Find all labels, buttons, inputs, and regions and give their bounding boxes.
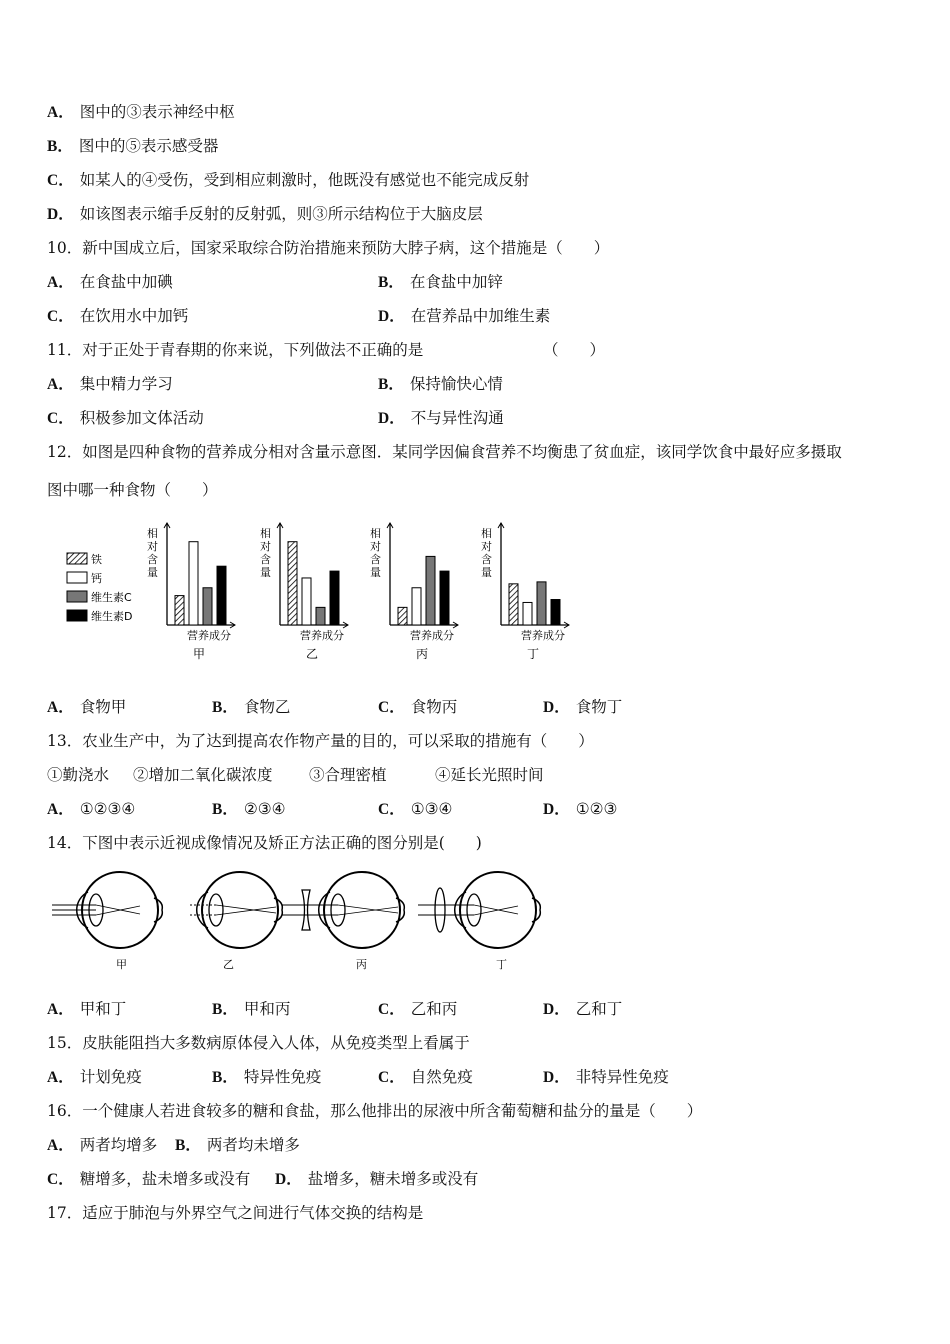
q13-stem: 13．农业生产中，为了达到提高农作物产量的目的，可以采取的措施有（ ） <box>47 732 594 750</box>
legend-label-1: 钙 <box>91 572 102 585</box>
q15-option-d: D． 非特异性免疫 <box>543 1068 669 1086</box>
chart-0-name: 甲 <box>193 647 206 661</box>
q14-option-c: C． 乙和丙 <box>378 1000 458 1018</box>
chart-0-bar-2 <box>203 588 212 625</box>
q11-option-a: A． 集中精力学习 <box>47 375 173 393</box>
q10-option-b: B． 在食盐中加锌 <box>378 273 503 291</box>
chart-1-name: 乙 <box>306 647 319 661</box>
legend-swatch-3 <box>67 610 87 621</box>
chart-0-bar-0 <box>175 596 184 625</box>
eye-figure-ding <box>418 872 540 948</box>
q11-answer-paren: （ ） <box>543 341 606 359</box>
eye-label-jia: 甲 <box>116 958 127 971</box>
legend-label-3: 维生素D <box>91 610 133 623</box>
q13-option-b: B． ②③④ <box>212 800 286 818</box>
chart-0-xlabel: 营养成分 <box>187 629 231 642</box>
q13-option-c: C． ①③④ <box>378 800 453 818</box>
q13-measure-4: ④延长光照时间 <box>435 766 544 784</box>
q14-option-b: B． 甲和丙 <box>212 1000 291 1018</box>
eye-label-bing: 丙 <box>356 958 367 971</box>
q12-stem-line2: 图中哪一种食物（ ） <box>47 481 218 499</box>
q12-option-a: A． 食物甲 <box>47 698 127 716</box>
eye-diagrams <box>50 862 570 974</box>
chart-legend <box>67 552 132 623</box>
q13-option-a: A． ①②③④ <box>47 800 136 818</box>
chart-1-bar-0 <box>288 542 297 625</box>
legend-label-0: 铁 <box>91 553 102 566</box>
q9-option-b: B． 图中的⑤表示感受器 <box>47 137 219 155</box>
q12-option-c: C． 食物丙 <box>378 698 458 716</box>
q16-option-a: A． 两者均增多 <box>47 1136 158 1154</box>
q12-option-d: D． 食物丁 <box>543 698 623 716</box>
q10-option-a: A． 在食盐中加碘 <box>47 273 173 291</box>
chart-2-xlabel: 营养成分 <box>410 629 454 642</box>
q15-stem: 15．皮肤能阻挡大多数病原体侵入人体，从免疫类型上看属于 <box>47 1034 470 1052</box>
chart-1-bar-1 <box>302 578 311 625</box>
q9-option-a: A． 图中的③表示神经中枢 <box>47 103 235 121</box>
eye-label-ding: 丁 <box>496 958 507 971</box>
chart-2-bar-3 <box>440 571 449 625</box>
chart-3-bar-3 <box>551 600 560 625</box>
chart-3-bar-0 <box>509 584 518 625</box>
nutrition-bar-charts <box>55 515 595 665</box>
chart-3-bar-2 <box>537 582 546 625</box>
q12-stem-line1: 12．如图是四种食物的营养成分相对含量示意图．某同学因偏食营养不均衡患了贫血症，该同学饮食中最好应多摄取 <box>47 443 842 461</box>
q9-option-d: D． 如该图表示缩手反射的反射弧，则③所示结构位于大脑皮层 <box>47 205 483 223</box>
eye-figure-yi <box>190 872 282 948</box>
q11-option-d: D． 不与异性沟通 <box>378 409 504 427</box>
chart-3-name: 丁 <box>527 647 540 661</box>
eye-figure-bing <box>282 872 404 948</box>
q14-option-d: D． 乙和丁 <box>543 1000 623 1018</box>
q14-stem: 14．下图中表示近视成像情况及矫正方法正确的图分别是( ) <box>47 834 482 852</box>
chart-1-ylabel: 相对含量 <box>260 527 271 579</box>
legend-label-2: 维生素C <box>91 591 132 604</box>
q16-option-b: B． 两者均未增多 <box>175 1136 300 1154</box>
q10-option-c: C． 在饮用水中加钙 <box>47 307 189 325</box>
legend-swatch-1 <box>67 572 87 583</box>
chart-2-bar-0 <box>398 607 407 625</box>
q15-option-c: C． 自然免疫 <box>378 1068 473 1086</box>
chart-0-ylabel: 相对含量 <box>147 527 158 579</box>
q13-measure-1: ①勤浇水 <box>47 766 110 784</box>
chart-2-bar-2 <box>426 556 435 625</box>
q13-measure-3: ③合理密植 <box>309 766 387 784</box>
chart-1-bar-3 <box>330 571 339 625</box>
chart-3-bar-1 <box>523 602 532 625</box>
q13-option-d: D． ①②③ <box>543 800 618 818</box>
eye-label-yi: 乙 <box>223 958 234 971</box>
q16-option-d: D． 盐增多，糖未增多或没有 <box>275 1170 479 1188</box>
chart-0-bar-3 <box>217 566 226 625</box>
chart-3-xlabel: 营养成分 <box>521 629 565 642</box>
q11-stem: 11．对于正处于青春期的你来说，下列做法不正确的是 <box>47 341 424 359</box>
q14-option-a: A． 甲和丁 <box>47 1000 127 1018</box>
legend-swatch-2 <box>67 591 87 602</box>
q11-option-b: B． 保持愉快心情 <box>378 375 503 393</box>
q15-option-a: A． 计划免疫 <box>47 1068 142 1086</box>
chart-0-bar-1 <box>189 542 198 625</box>
chart-2-bar-1 <box>412 588 421 625</box>
q10-stem: 10．新中国成立后，国家采取综合防治措施来预防大脖子病，这个措施是（ ） <box>47 239 610 257</box>
q15-option-b: B． 特异性免疫 <box>212 1068 322 1086</box>
q16-option-c: C． 糖增多，盐未增多或没有 <box>47 1170 251 1188</box>
q11-option-c: C． 积极参加文体活动 <box>47 409 204 427</box>
q16-stem: 16．一个健康人若进食较多的糖和食盐，那么他排出的尿液中所含葡萄糖和盐分的量是（ ） <box>47 1102 703 1120</box>
legend-swatch-0 <box>67 553 87 564</box>
q9-option-c: C． 如某人的④受伤，受到相应刺激时，他既没有感觉也不能完成反射 <box>47 171 530 189</box>
chart-1-xlabel: 营养成分 <box>300 629 344 642</box>
chart-1-bar-2 <box>316 607 325 625</box>
chart-2-name: 丙 <box>416 647 429 661</box>
q17-stem: 17．适应于肺泡与外界空气之间进行气体交换的结构是 <box>47 1204 424 1222</box>
q13-measure-2: ②增加二氧化碳浓度 <box>133 766 273 784</box>
q10-option-d: D． 在营养品中加维生素 <box>378 307 551 325</box>
eye-figure-jia <box>52 872 162 948</box>
chart-3-ylabel: 相对含量 <box>481 527 492 579</box>
chart-2-ylabel: 相对含量 <box>370 527 381 579</box>
q12-option-b: B． 食物乙 <box>212 698 291 716</box>
